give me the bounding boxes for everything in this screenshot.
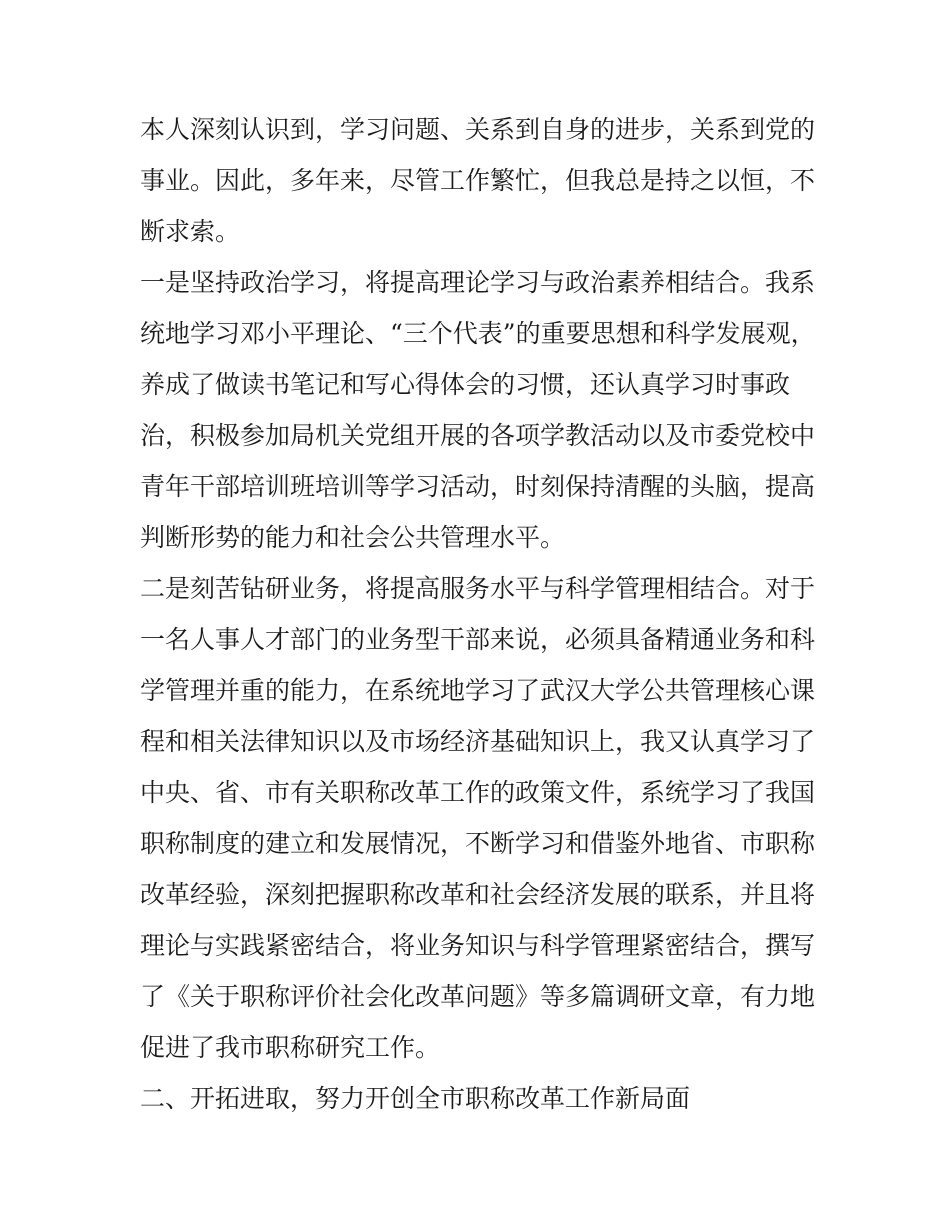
text-line: 二是刻苦钻研业务，将提高服务水平与科学管理相结合。对于 (140, 574, 816, 603)
text-line: 职称制度的建立和发展情况，不断学习和借鉴外地省、市职称 (140, 829, 816, 858)
text-line: 学管理并重的能力，在系统地学习了武汉大学公共管理核心课 (140, 676, 816, 705)
text-line: 养成了做读书笔记和写心得体会的习惯，还认真学习时事政 (140, 370, 791, 399)
section-heading: 二、开拓进取，努力开创全市职称改革工作新局面 (140, 1084, 691, 1113)
text-line: 程和相关法律知识以及市场经济基础知识上，我又认真学习了 (140, 727, 816, 756)
text-line: 一是坚持政治学习，将提高理论学习与政治素养相结合。我系 (140, 268, 816, 297)
text-line: 治，积极参加局机关党组开展的各项学教活动以及市委党校中 (140, 421, 816, 450)
text-line: 判断形势的能力和社会公共管理水平。 (140, 523, 566, 552)
text-line: 统地学习邓小平理论、“三个代表”的重要思想和科学发展观， (140, 319, 816, 348)
text-line: 理论与实践紧密结合，将业务知识与科学管理紧密结合，撰写 (140, 931, 816, 960)
text-line: 中央、省、市有关职称改革工作的政策文件，系统学习了我国 (140, 778, 816, 807)
text-line: 一名人事人才部门的业务型干部来说，必须具备精通业务和科 (140, 625, 816, 654)
text-line: 改革经验，深刻把握职称改革和社会经济发展的联系，并且将 (140, 880, 816, 909)
text-line: 事业。因此，多年来，尽管工作繁忙，但我总是持之以恒，不 (140, 166, 816, 195)
text-line: 本人深刻认识到，学习问题、关系到自身的进步，关系到党的 (140, 115, 816, 144)
text-line: 青年干部培训班培训等学习活动，时刻保持清醒的头脑，提高 (140, 472, 816, 501)
text-line: 了《关于职称评价社会化改革问题》等多篇调研文章，有力地 (140, 982, 816, 1011)
text-line: 促进了我市职称研究工作。 (140, 1033, 441, 1062)
text-line: 断求索。 (140, 217, 241, 246)
